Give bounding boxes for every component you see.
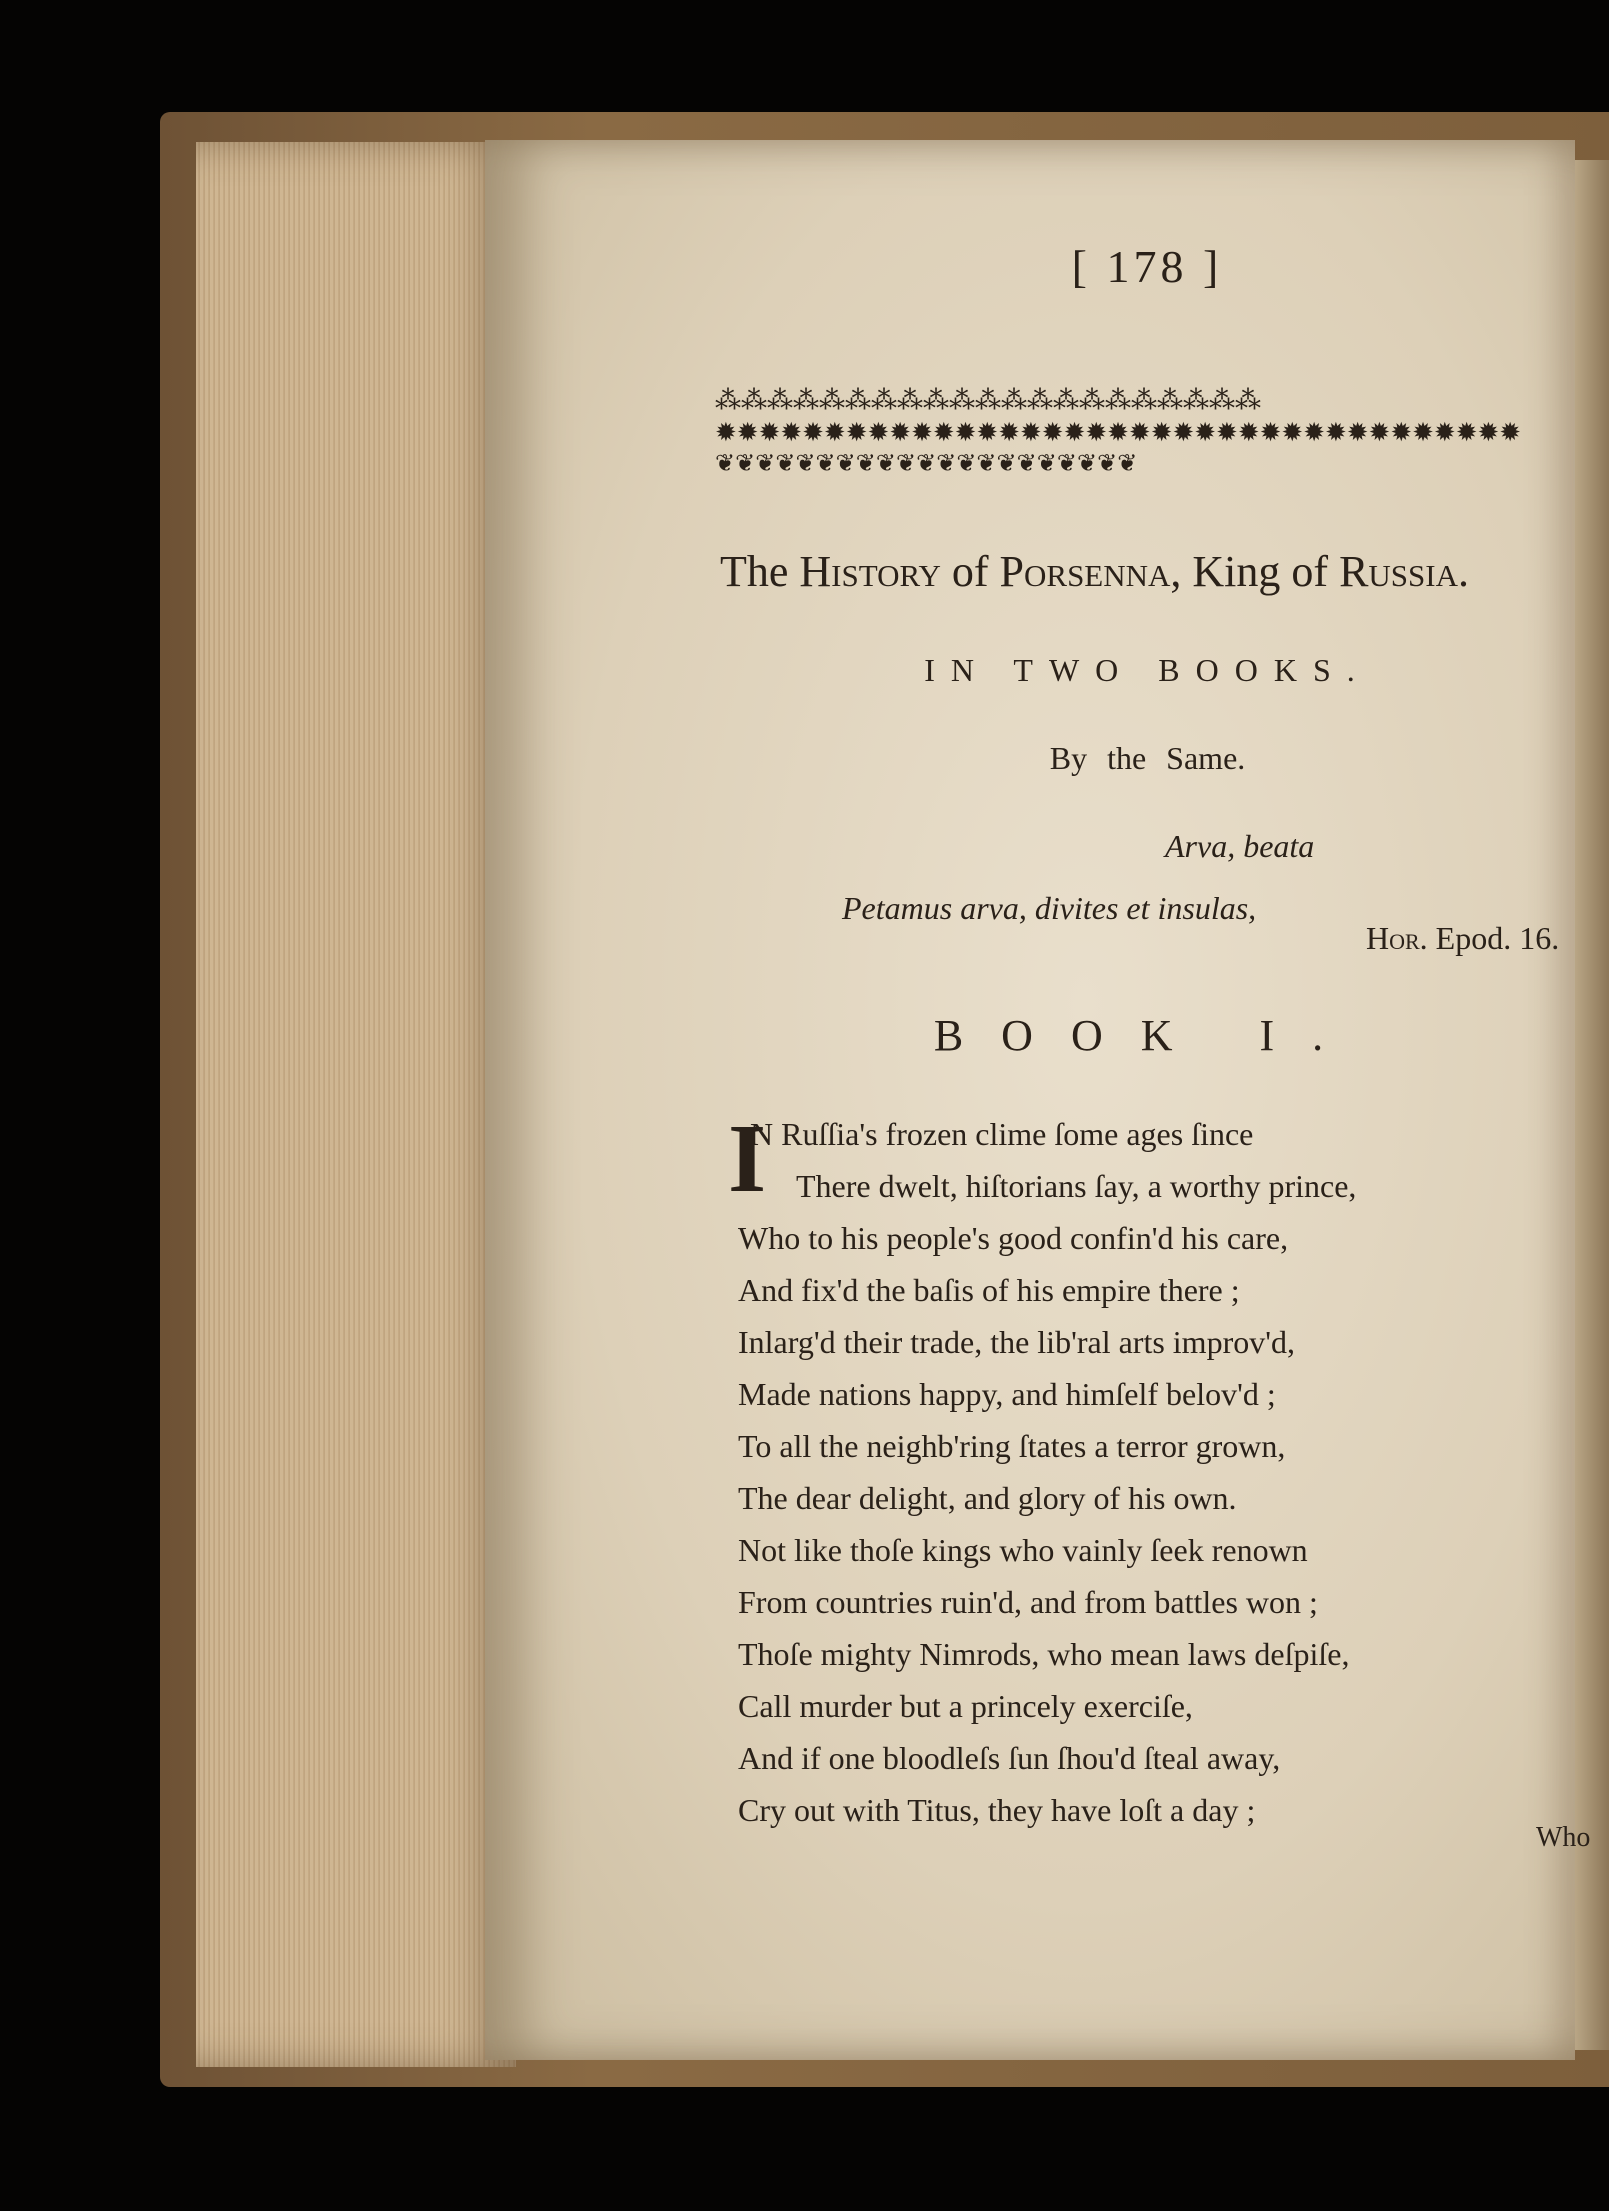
epigraph-line: Petamus arva, divites et insulas,	[842, 890, 1257, 926]
page-number: [ 178 ]	[1071, 241, 1223, 292]
epigraph-author: Hor	[1366, 920, 1420, 956]
page-gutter-edge	[1575, 160, 1609, 2050]
verse-line: The dear delight, and glory of his own.	[738, 1480, 1237, 1516]
title-text: of	[940, 547, 1000, 596]
book-heading: BOOK I.	[933, 1011, 1362, 1060]
ornament-row-top: ⁂⁂⁂⁂⁂⁂⁂⁂⁂⁂⁂⁂⁂⁂⁂⁂⁂⁂⁂⁂⁂	[715, 386, 1261, 415]
epigraph-line: Arva, beata	[1165, 828, 1315, 864]
drop-cap: I	[728, 1105, 767, 1213]
byline: By the Same.	[1049, 740, 1246, 776]
title-text: The	[720, 547, 800, 596]
verse-line: Who to his people's good confin'd his care,	[738, 1220, 1289, 1256]
ornament-row-middle: ✹✹✹✹✹✹✹✹✹✹✹✹✹✹✹✹✹✹✹✹✹✹✹✹✹✹✹✹✹✹✹✹✹✹✹✹✹	[715, 418, 1522, 447]
epigraph-source	[1366, 920, 1559, 957]
verse-line: Call murder but a princely exerciſe,	[738, 1688, 1193, 1724]
epigraph-work: . Epod. 16.	[1419, 920, 1560, 956]
title-text: , King of	[1170, 547, 1340, 596]
title-text: Russia.	[1339, 547, 1469, 596]
verse-line: Inlarg'd their trade, the lib'ral arts improv'd,	[738, 1324, 1295, 1360]
verse-line: N Ruſſia's frozen clime ſome ages ſince	[750, 1116, 1254, 1152]
verse-line: Made nations happy, and himſelf belov'd ;	[738, 1376, 1276, 1412]
verse-line: To all the neighb'ring ſtates a terror grown,	[738, 1428, 1286, 1464]
verse-line: And if one bloodleſs ſun ſhou'd ſteal away,	[738, 1740, 1281, 1776]
verse-line: Cry out with Titus, they have loſt a day ;	[738, 1792, 1256, 1828]
subtitle: IN TWO BOOKS.	[924, 652, 1371, 688]
printers-ornament	[715, 388, 1567, 480]
verse-line: From countries ruin'd, and from battles won ;	[738, 1584, 1318, 1620]
verse-line: Not like thoſe kings who vainly ſeek renown	[738, 1532, 1308, 1568]
title-text: History	[799, 547, 941, 596]
catchword: Who	[1536, 1822, 1591, 1853]
ornament-row-bottom: ❦❦❦❦❦❦❦❦❦❦❦❦❦❦❦❦❦❦❦❦❦	[715, 451, 1138, 477]
title-text: Porsenna	[999, 547, 1171, 596]
verse-line: And fix'd the baſis of his empire there ;	[738, 1272, 1240, 1308]
page-edges	[196, 142, 516, 2067]
verse-line: There dwelt, hiſtorians ſay, a worthy prince,	[796, 1168, 1357, 1204]
verse-line: Thoſe mighty Nimrods, who mean laws deſpiſe,	[738, 1636, 1350, 1672]
poem-title	[720, 546, 1580, 597]
